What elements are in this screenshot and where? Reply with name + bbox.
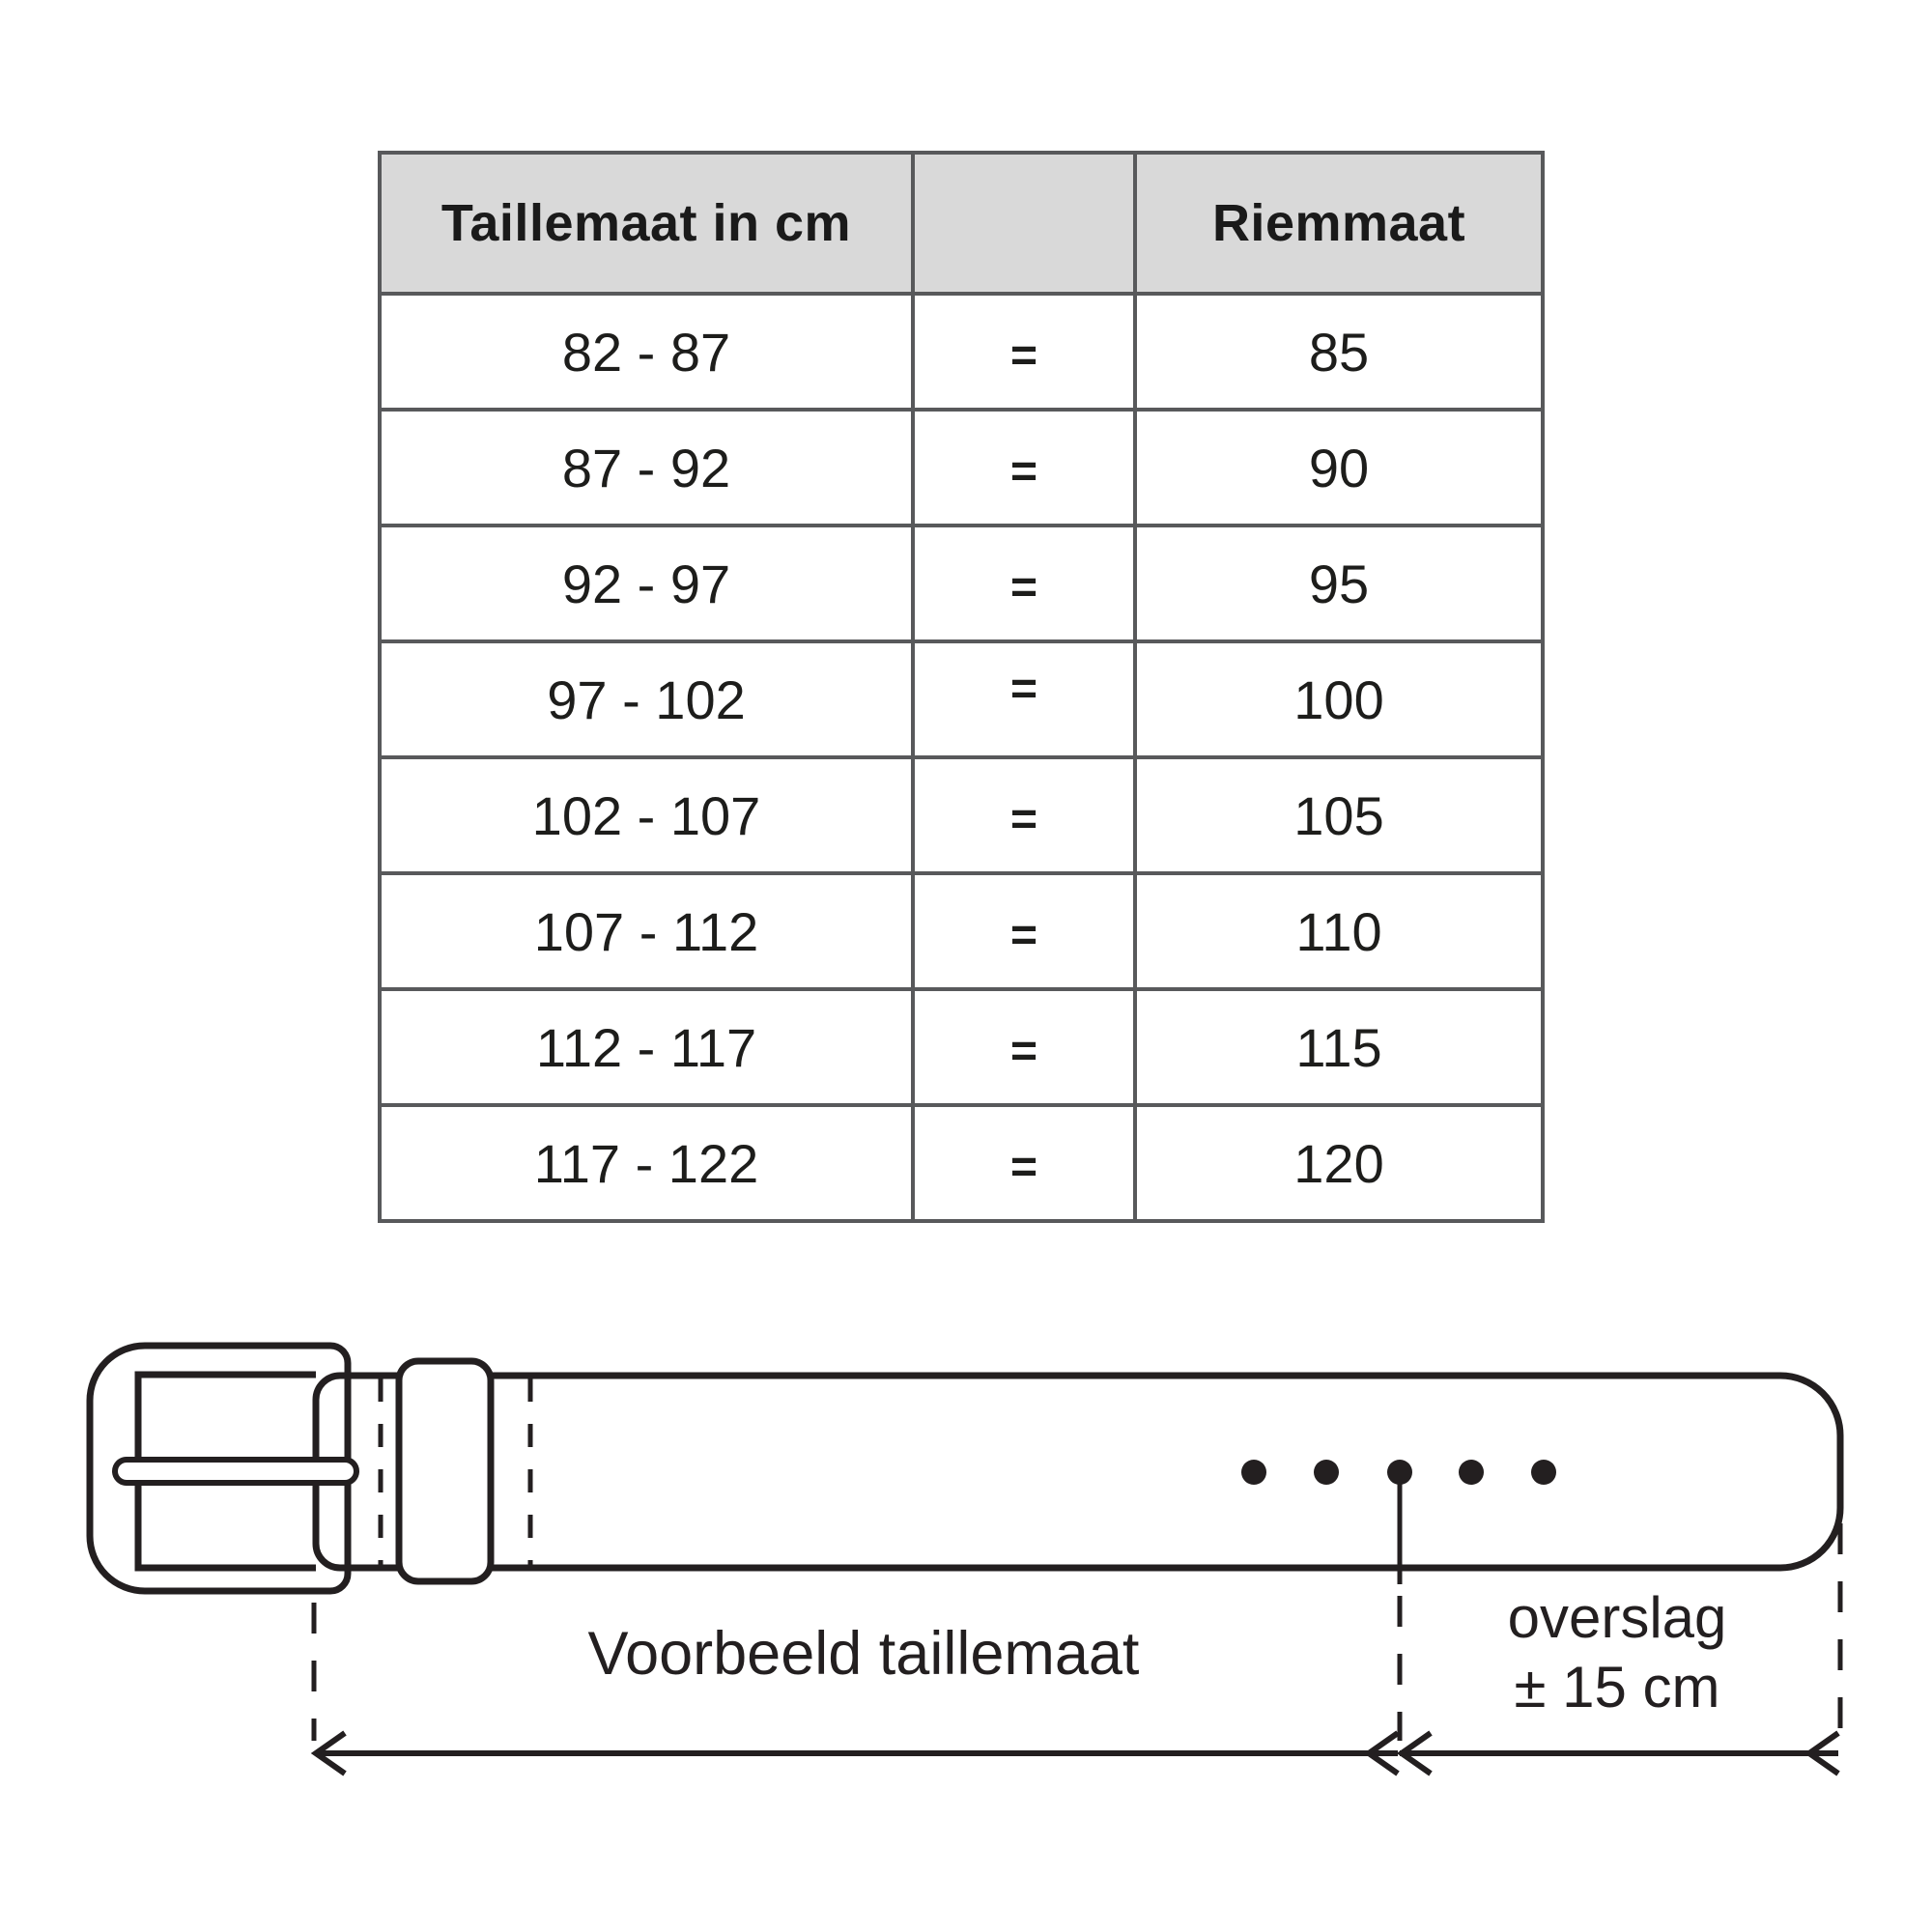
- waist-range-cell: 107 - 112: [380, 873, 913, 989]
- belt-strap: [316, 1376, 1840, 1568]
- belt-hole: [1387, 1460, 1412, 1485]
- equals-sign: =: [1009, 561, 1038, 613]
- waist-range-cell: 112 - 117: [380, 989, 913, 1105]
- belt-size-cell: 120: [1135, 1105, 1543, 1221]
- belt-size-cell: 85: [1135, 294, 1543, 410]
- waist-range-cell: 117 - 122: [380, 1105, 913, 1221]
- waist-range-cell: 92 - 97: [380, 526, 913, 641]
- belt-size-cell: 110: [1135, 873, 1543, 989]
- equals-sign: =: [1009, 663, 1038, 715]
- equals-sign: =: [1009, 329, 1038, 382]
- belt-hole: [1314, 1460, 1339, 1485]
- equals-sign: =: [1009, 1025, 1038, 1077]
- belt-size-cell: 105: [1135, 757, 1543, 873]
- overlap-label-line1: overslag: [1507, 1585, 1727, 1650]
- belt-size-cell: 115: [1135, 989, 1543, 1105]
- equals-sign: =: [1009, 1141, 1038, 1193]
- belt-size-cell: 90: [1135, 410, 1543, 526]
- waist-range-cell: 97 - 102: [380, 641, 913, 757]
- belt-size-cell: 100: [1135, 641, 1543, 757]
- belt-size-cell: 95: [1135, 526, 1543, 641]
- equals-sign: =: [1009, 793, 1038, 845]
- overlap-label-line2: ± 15 cm: [1514, 1655, 1720, 1719]
- belt-keeper-loop: [399, 1361, 491, 1581]
- belt-hole: [1459, 1460, 1484, 1485]
- waist-range-cell: 82 - 87: [380, 294, 913, 410]
- waist-range-cell: 102 - 107: [380, 757, 913, 873]
- waist-range-cell: 87 - 92: [380, 410, 913, 526]
- equals-sign: =: [1009, 909, 1038, 961]
- col-header-waist: Taillemaat in cm: [380, 153, 913, 294]
- col-header-belt: Riemmaat: [1135, 153, 1543, 294]
- equals-sign: =: [1009, 445, 1038, 497]
- buckle-prong: [115, 1460, 356, 1483]
- waist-example-label: Voorbeeld taillemaat: [587, 1620, 1140, 1688]
- belt-hole: [1531, 1460, 1556, 1485]
- belt-hole: [1241, 1460, 1266, 1485]
